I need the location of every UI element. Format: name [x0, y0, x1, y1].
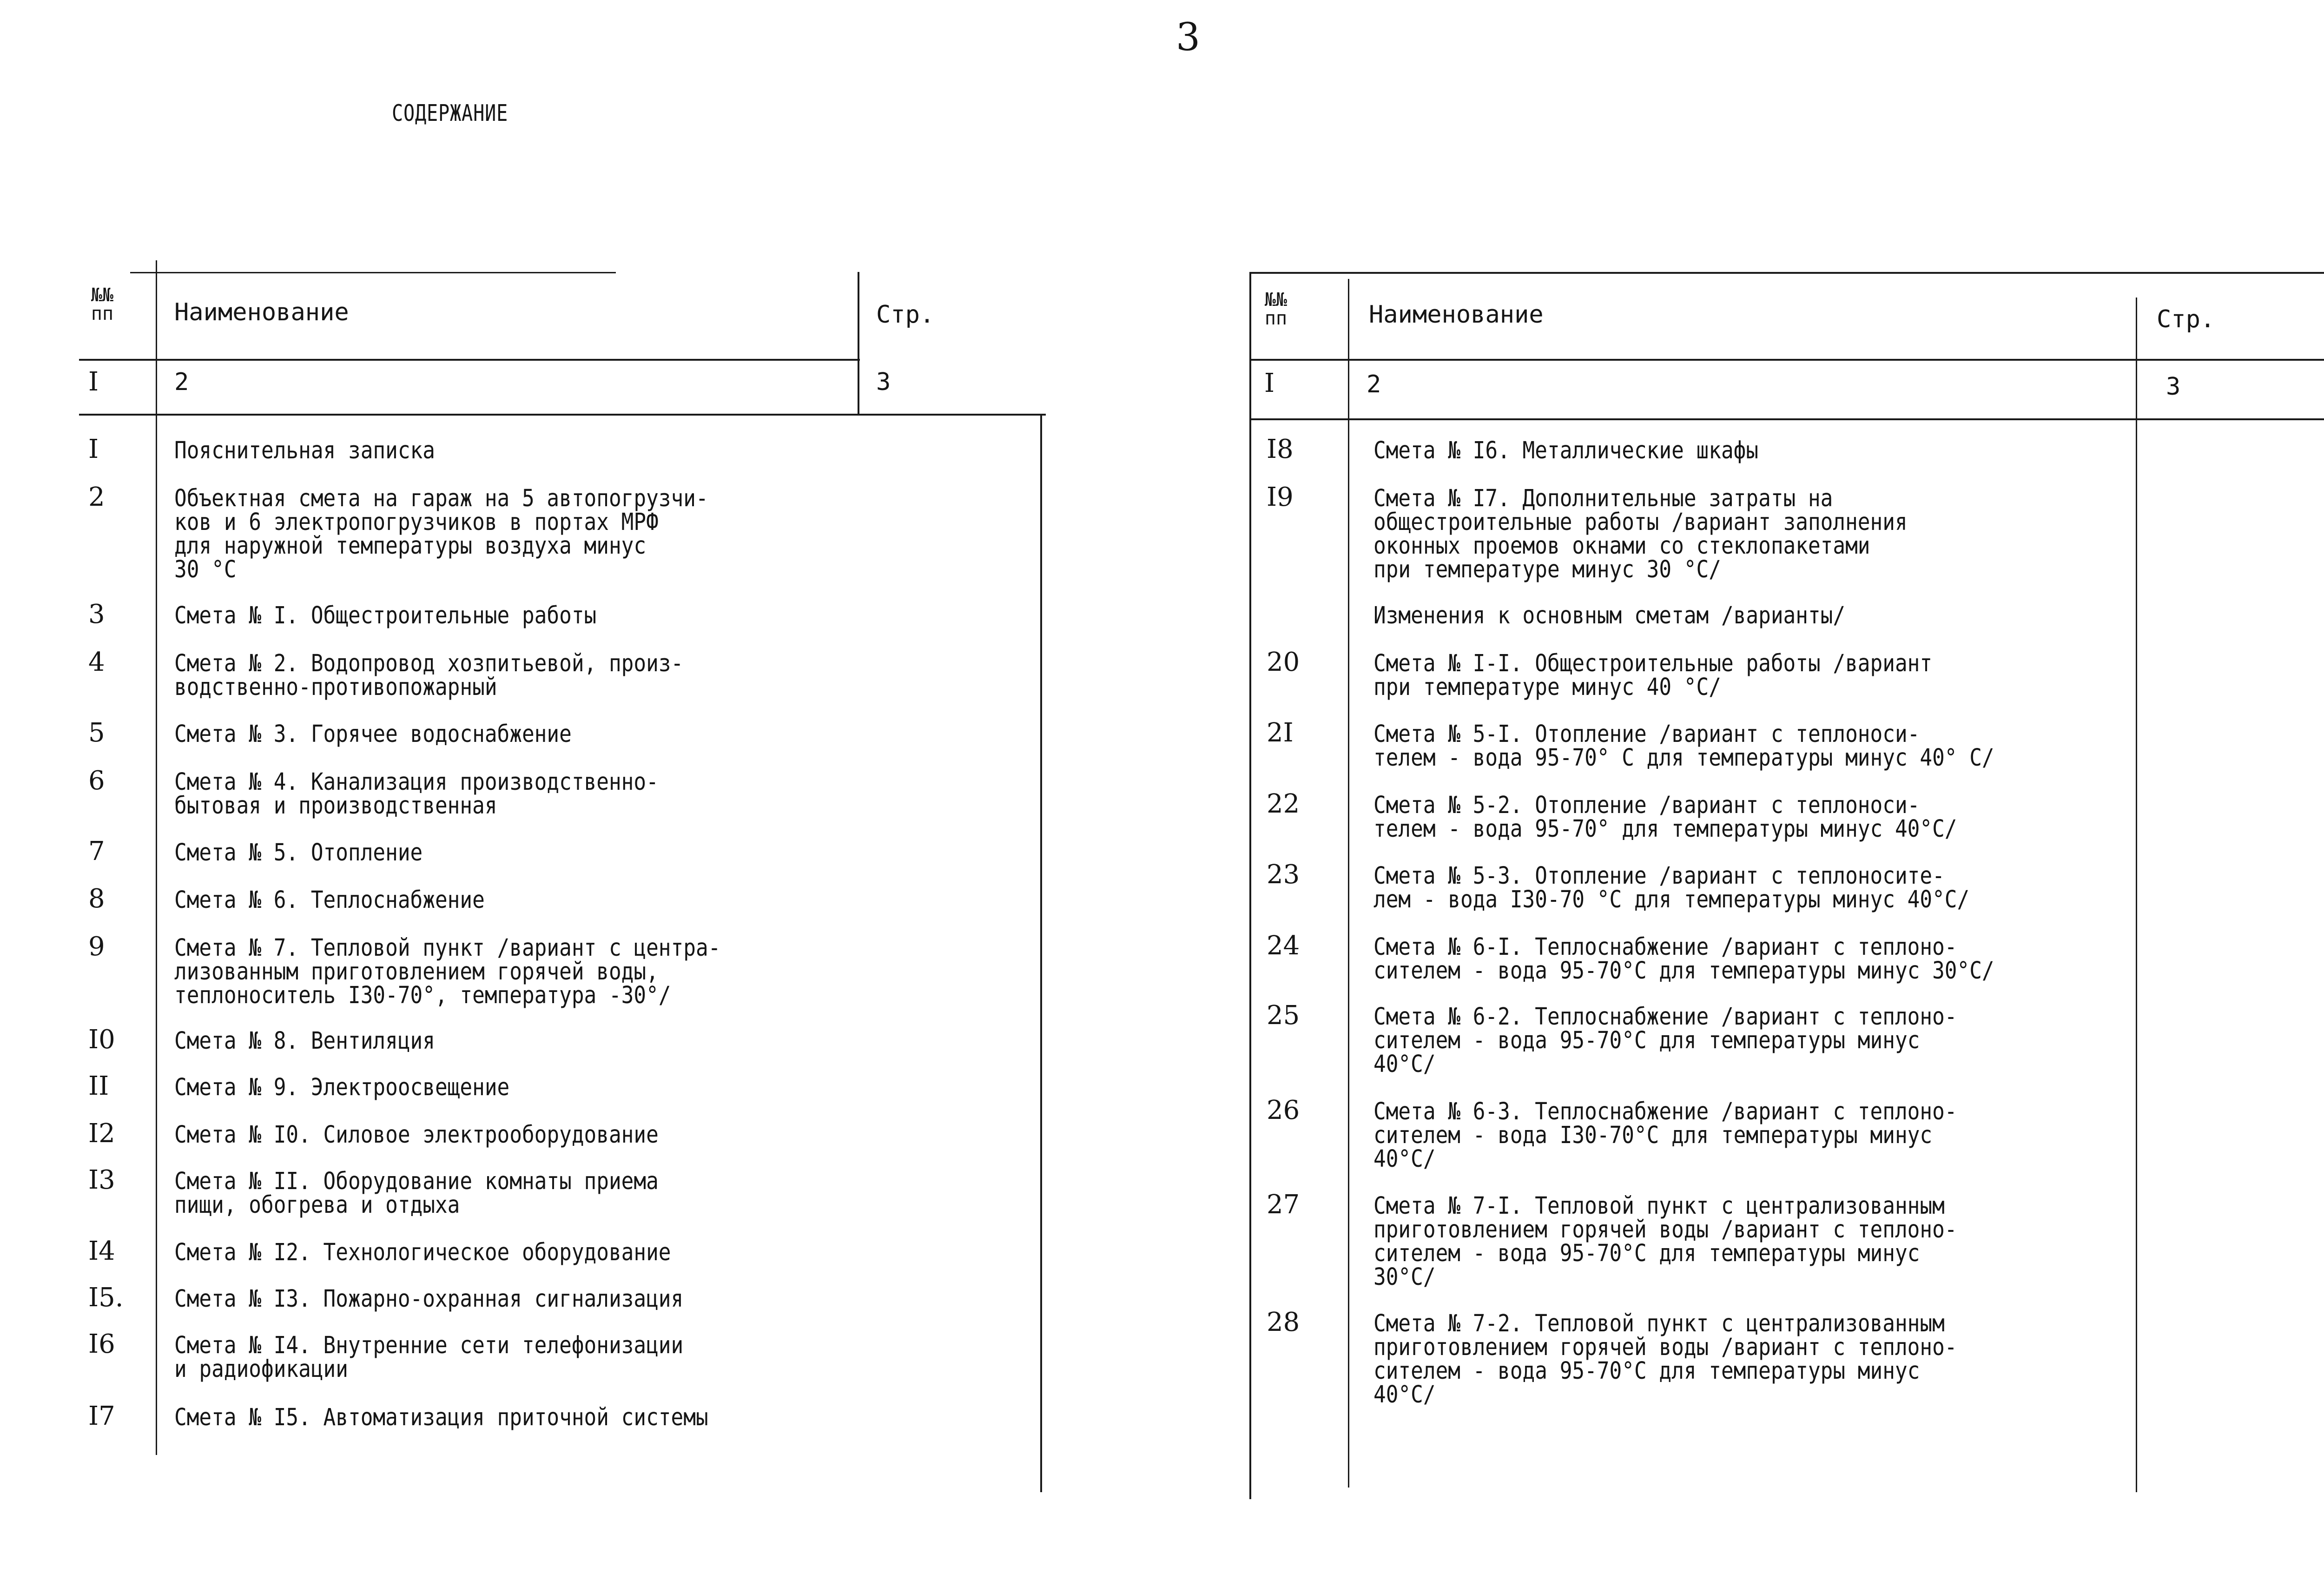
row-title: Смета № 6. Теплоснабжение	[174, 886, 485, 914]
row-number: 2	[88, 482, 105, 512]
row-number: 20	[1267, 647, 1300, 677]
table-rule	[1250, 359, 2324, 361]
row-title: Смета № 6-3. Теплоснабжение /вариант с теплоно- сителем - вода I30-70°С для температуры минус 40°С/	[1373, 1098, 1957, 1173]
row-number: 2I	[1267, 718, 1294, 748]
row-number: 8	[88, 884, 105, 914]
row-title: Пояснительная записка	[174, 437, 435, 464]
row-title: Смета № 5-I. Отопление /вариант с теплоноси- телем - вода 95-70° С для температуры минус 40° С/	[1373, 721, 1994, 772]
row-title: Смета № II. Оборудование комнаты приема пищи, обогрева и отдыха	[174, 1168, 659, 1219]
table-rule	[79, 359, 860, 361]
column-number-3: 3	[876, 368, 891, 396]
row-number: 5	[88, 718, 105, 748]
table-rule	[1250, 272, 2324, 274]
row-title: Смета № 2. Водопровод хозпитьевой, произ- водственно-противопожарный	[174, 650, 684, 701]
table-rule	[79, 414, 1046, 416]
table-rule	[858, 272, 859, 415]
row-title: Смета № I. Общестроительные работы	[174, 602, 597, 629]
row-number: I6	[88, 1329, 115, 1359]
row-number: I9	[1267, 482, 1294, 512]
page-heading: СОДЕРЖАНИЕ	[392, 100, 508, 126]
row-number: 3	[88, 599, 105, 629]
row-number: I8	[1267, 434, 1294, 464]
row-title: Смета № I-I. Общестроительные работы /вариант при температуре минус 40 °С/	[1373, 650, 1933, 701]
row-number: 25	[1267, 1000, 1300, 1031]
row-title: Смета № 5-2. Отопление /вариант с теплоноси- телем - вода 95-70° для температуры минус 40°С/	[1373, 792, 1957, 843]
table-rule	[1249, 272, 1251, 1499]
column-number-1: I	[88, 367, 99, 397]
header-name-label: Наименование	[1369, 301, 1544, 329]
row-title: Смета № I3. Пожарно-охранная сигнализация	[174, 1285, 684, 1313]
row-number: I	[88, 434, 99, 464]
column-number-1: I	[1264, 368, 1275, 398]
row-number: I2	[88, 1118, 115, 1149]
row-title: Смета № 8. Вентиляция	[174, 1027, 435, 1055]
row-number: 6	[88, 766, 105, 796]
row-number: 23	[1267, 860, 1300, 890]
row-number: 4	[88, 647, 105, 677]
row-number: 28	[1267, 1307, 1300, 1337]
row-number: 24	[1267, 931, 1300, 961]
header-number-label: №№ пп	[1264, 289, 1287, 329]
row-number: 9	[88, 932, 105, 962]
row-number: II	[88, 1071, 109, 1101]
row-title: Смета № 6-I. Теплоснабжение /вариант с теплоно- сителем - вода 95-70°С для температуры минус 30°С/	[1373, 933, 1994, 985]
column-number-2: 2	[1367, 370, 1381, 398]
header-name-label: Наименование	[174, 298, 349, 326]
row-title: Объектная смета на гараж на 5 автопогрузчи- ков и 6 электропогрузчиков в портах МРФ для наружной температуры воздуха минус 30 °С	[174, 485, 708, 583]
row-title: Смета № 4. Канализация производственно- бытовая и производственная	[174, 768, 659, 820]
row-title: Смета № 5-3. Отопление /вариант с теплоносите- лем - вода I30-70 °С для температуры минус 40°С/	[1373, 862, 1970, 913]
row-number: I4	[88, 1236, 115, 1266]
row-title: Смета № I4. Внутренние сети телефонизации и радиофикации	[174, 1332, 684, 1383]
row-title: Смета № I7. Дополнительные затраты на общестроительные работы /вариант заполнения оконных проемов окнами со стеклопакетами при температуре минус 30 °С/	[1373, 485, 1908, 583]
page-number: 3	[1176, 15, 1201, 60]
row-number: I5.	[88, 1283, 124, 1313]
row-title: Смета № I6. Металлические шкафы	[1373, 437, 1759, 464]
row-title: Смета № 7-2. Тепловой пункт с централизованным приготовлением горячей воды /вариант с теплоно- сителем - вода 95-70°С для температуры минус 40°С/	[1373, 1310, 1957, 1408]
row-title: Смета № 7. Тепловой пункт /вариант с центра- лизованным приготовлением горячей воды, теплоноситель I30-70°, температура -30°/	[174, 934, 721, 1009]
row-number: I7	[88, 1401, 115, 1431]
table-rule	[1348, 279, 1349, 1488]
header-page-label: Стр.	[2157, 305, 2215, 333]
section-subheading: Изменения к основным сметам /варианты/	[1373, 602, 1846, 629]
row-title: Смета № I5. Автоматизация приточной системы	[174, 1404, 708, 1431]
table-rule	[156, 260, 157, 1455]
row-title: Смета № 3. Горячее водоснабжение	[174, 721, 572, 748]
column-number-3: 3	[2166, 373, 2181, 401]
row-number: 27	[1267, 1190, 1300, 1220]
row-title: Смета № 9. Электроосвещение	[174, 1074, 510, 1101]
header-page-label: Стр.	[876, 301, 935, 329]
table-rule	[130, 272, 616, 273]
row-title: Смета № I0. Силовое электрооборудование	[174, 1121, 659, 1149]
row-number: I0	[88, 1025, 115, 1055]
row-number: 26	[1267, 1095, 1300, 1125]
row-title: Смета № I2. Технологическое оборудование	[174, 1239, 671, 1266]
row-number: 22	[1267, 789, 1300, 819]
row-number: 7	[88, 836, 105, 866]
table-rule	[1250, 418, 2324, 420]
row-number: I3	[88, 1165, 115, 1195]
table-rule	[1040, 414, 1042, 1492]
row-title: Смета № 7-I. Тепловой пункт с централизованным приготовлением горячей воды /вариант с теплоно- сителем - вода 95-70°С для температуры минус 30°С/	[1373, 1192, 1957, 1291]
header-number-label: №№ пп	[91, 284, 114, 324]
row-title: Смета № 6-2. Теплоснабжение /вариант с теплоно- сителем - вода 95-70°С для температуры минус 40°С/	[1373, 1003, 1957, 1078]
table-rule	[2136, 298, 2137, 1492]
column-number-2: 2	[174, 368, 189, 396]
row-title: Смета № 5. Отопление	[174, 839, 423, 866]
